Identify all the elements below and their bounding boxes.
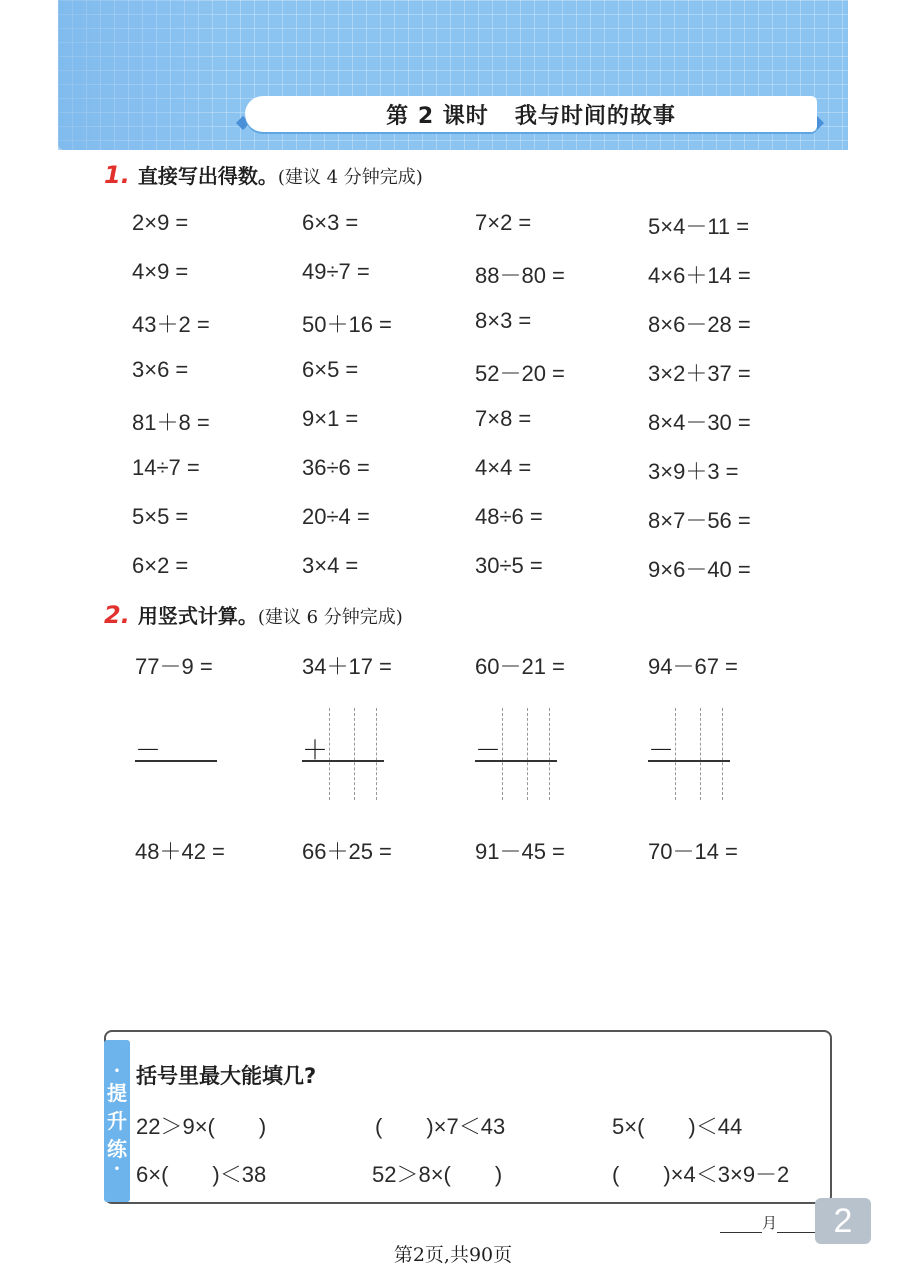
calc-item: 3×4 = [302, 553, 359, 578]
lesson-number: 第 2 课时 [386, 103, 489, 129]
calc-item: 49÷7 = [302, 259, 370, 284]
vertical-workspace [135, 708, 235, 808]
guide-line [675, 708, 676, 800]
vertical-workspace [648, 708, 748, 808]
calc-item: 20÷4 = [302, 504, 370, 529]
guide-line [527, 708, 528, 800]
operator-sign: － [648, 735, 675, 765]
page-number-badge: 2 [815, 1198, 871, 1244]
tab-char: 练 [107, 1137, 127, 1161]
section-1-heading [104, 160, 423, 189]
calc-item: 43＋2 = [132, 312, 210, 337]
calc-item: 3×9＋3 = [648, 459, 739, 484]
calc-item: 50＋16 = [302, 312, 392, 337]
vertical-workspace [302, 708, 402, 808]
header-fade [58, 0, 228, 150]
lesson-title [245, 96, 817, 132]
section-2-heading [104, 600, 403, 629]
calc-item: 4×9 = [132, 259, 189, 284]
calc-item: 8×7－56 = [648, 508, 751, 533]
guide-line [354, 708, 355, 800]
calc-item: 6×2 = [132, 553, 189, 578]
calc-item: 7×2 = [475, 210, 532, 235]
page-footer: 第2页,共90页 [393, 1244, 513, 1266]
section-2-hint: (建议 6 分钟完成) [257, 607, 403, 628]
calc-item: 52－20 = [475, 361, 565, 386]
calc-item: 48÷6 = [475, 504, 543, 529]
guide-line [376, 708, 377, 800]
calc-item: 5×5 = [132, 504, 189, 529]
calc-item: 88－80 = [475, 263, 565, 288]
section-2-title: 用竖式计算。 [137, 604, 258, 628]
section-1-title: 直接写出得数。 [137, 164, 278, 188]
guide-line [549, 708, 550, 800]
vertical-workspace [475, 708, 575, 808]
vertical-calc-problem: 94－67 = [648, 654, 738, 679]
month-label: 月 [762, 1214, 778, 1232]
vertical-calc-problem: 66＋25 = [302, 839, 392, 864]
section-2-number: 2. [104, 601, 130, 629]
calc-item: 4×4 = [475, 455, 532, 480]
vertical-calc-problem: 48＋42 = [135, 839, 225, 864]
fill-blank-item: 6×( )＜38 [136, 1162, 267, 1187]
fill-blank-item: 22＞9×( ) [136, 1114, 267, 1139]
vertical-calc-problem: 77－9 = [135, 654, 213, 679]
answer-line [475, 760, 557, 762]
calc-item: 3×2＋37 = [648, 361, 751, 386]
fill-blank-item: ( )×4＜3×9－2 [612, 1162, 790, 1187]
calc-item: 9×6－40 = [648, 557, 751, 582]
fill-blank-item: 52＞8×( ) [372, 1162, 503, 1187]
section-3-title: 括号里最大能填几? [136, 1064, 317, 1088]
vertical-calc-problem: 91－45 = [475, 839, 565, 864]
fill-blank-item: 5×( )＜44 [612, 1114, 743, 1139]
calc-item: 36÷6 = [302, 455, 370, 480]
calc-item: 81＋8 = [132, 410, 210, 435]
answer-line [302, 760, 384, 762]
vertical-calc-problem: 34＋17 = [302, 654, 392, 679]
calc-item: 8×6－28 = [648, 312, 751, 337]
guide-line [502, 708, 503, 800]
calc-item: 14÷7 = [132, 455, 200, 480]
calc-item: 3×6 = [132, 357, 189, 382]
section-1-number: 1. [104, 161, 130, 189]
calc-item: 2×9 = [132, 210, 189, 235]
day-blank [777, 1218, 819, 1233]
operator-sign: － [135, 735, 162, 765]
calc-item: 5×4－11 = [648, 214, 750, 239]
lesson-name: 我与时间的故事 [514, 103, 676, 129]
calc-item: 6×5 = [302, 357, 359, 382]
vertical-calc-problem: 70－14 = [648, 839, 738, 864]
fill-blank-item: ( )×7＜43 [375, 1114, 506, 1139]
calc-item: 6×3 = [302, 210, 359, 235]
calc-item: 9×1 = [302, 406, 359, 431]
calc-item: 8×4－30 = [648, 410, 751, 435]
calc-item: 30÷5 = [475, 553, 543, 578]
guide-line [700, 708, 701, 800]
guide-line [722, 708, 723, 800]
tab-char: 升 [107, 1109, 127, 1133]
guide-line [329, 708, 330, 800]
vertical-calc-problem: 60－21 = [475, 654, 565, 679]
calc-item: 8×3 = [475, 308, 532, 333]
calc-item: 7×8 = [475, 406, 532, 431]
improvement-tab: • 提 升 练 • [104, 1040, 130, 1202]
section-1-hint: (建议 4 分钟完成) [277, 167, 423, 188]
answer-line [135, 760, 217, 762]
operator-sign: ＋ [302, 735, 329, 765]
answer-line [648, 760, 730, 762]
tab-char: 提 [107, 1081, 127, 1105]
calc-item: 4×6＋14 = [648, 263, 751, 288]
operator-sign: － [475, 735, 502, 765]
month-blank [720, 1218, 762, 1233]
